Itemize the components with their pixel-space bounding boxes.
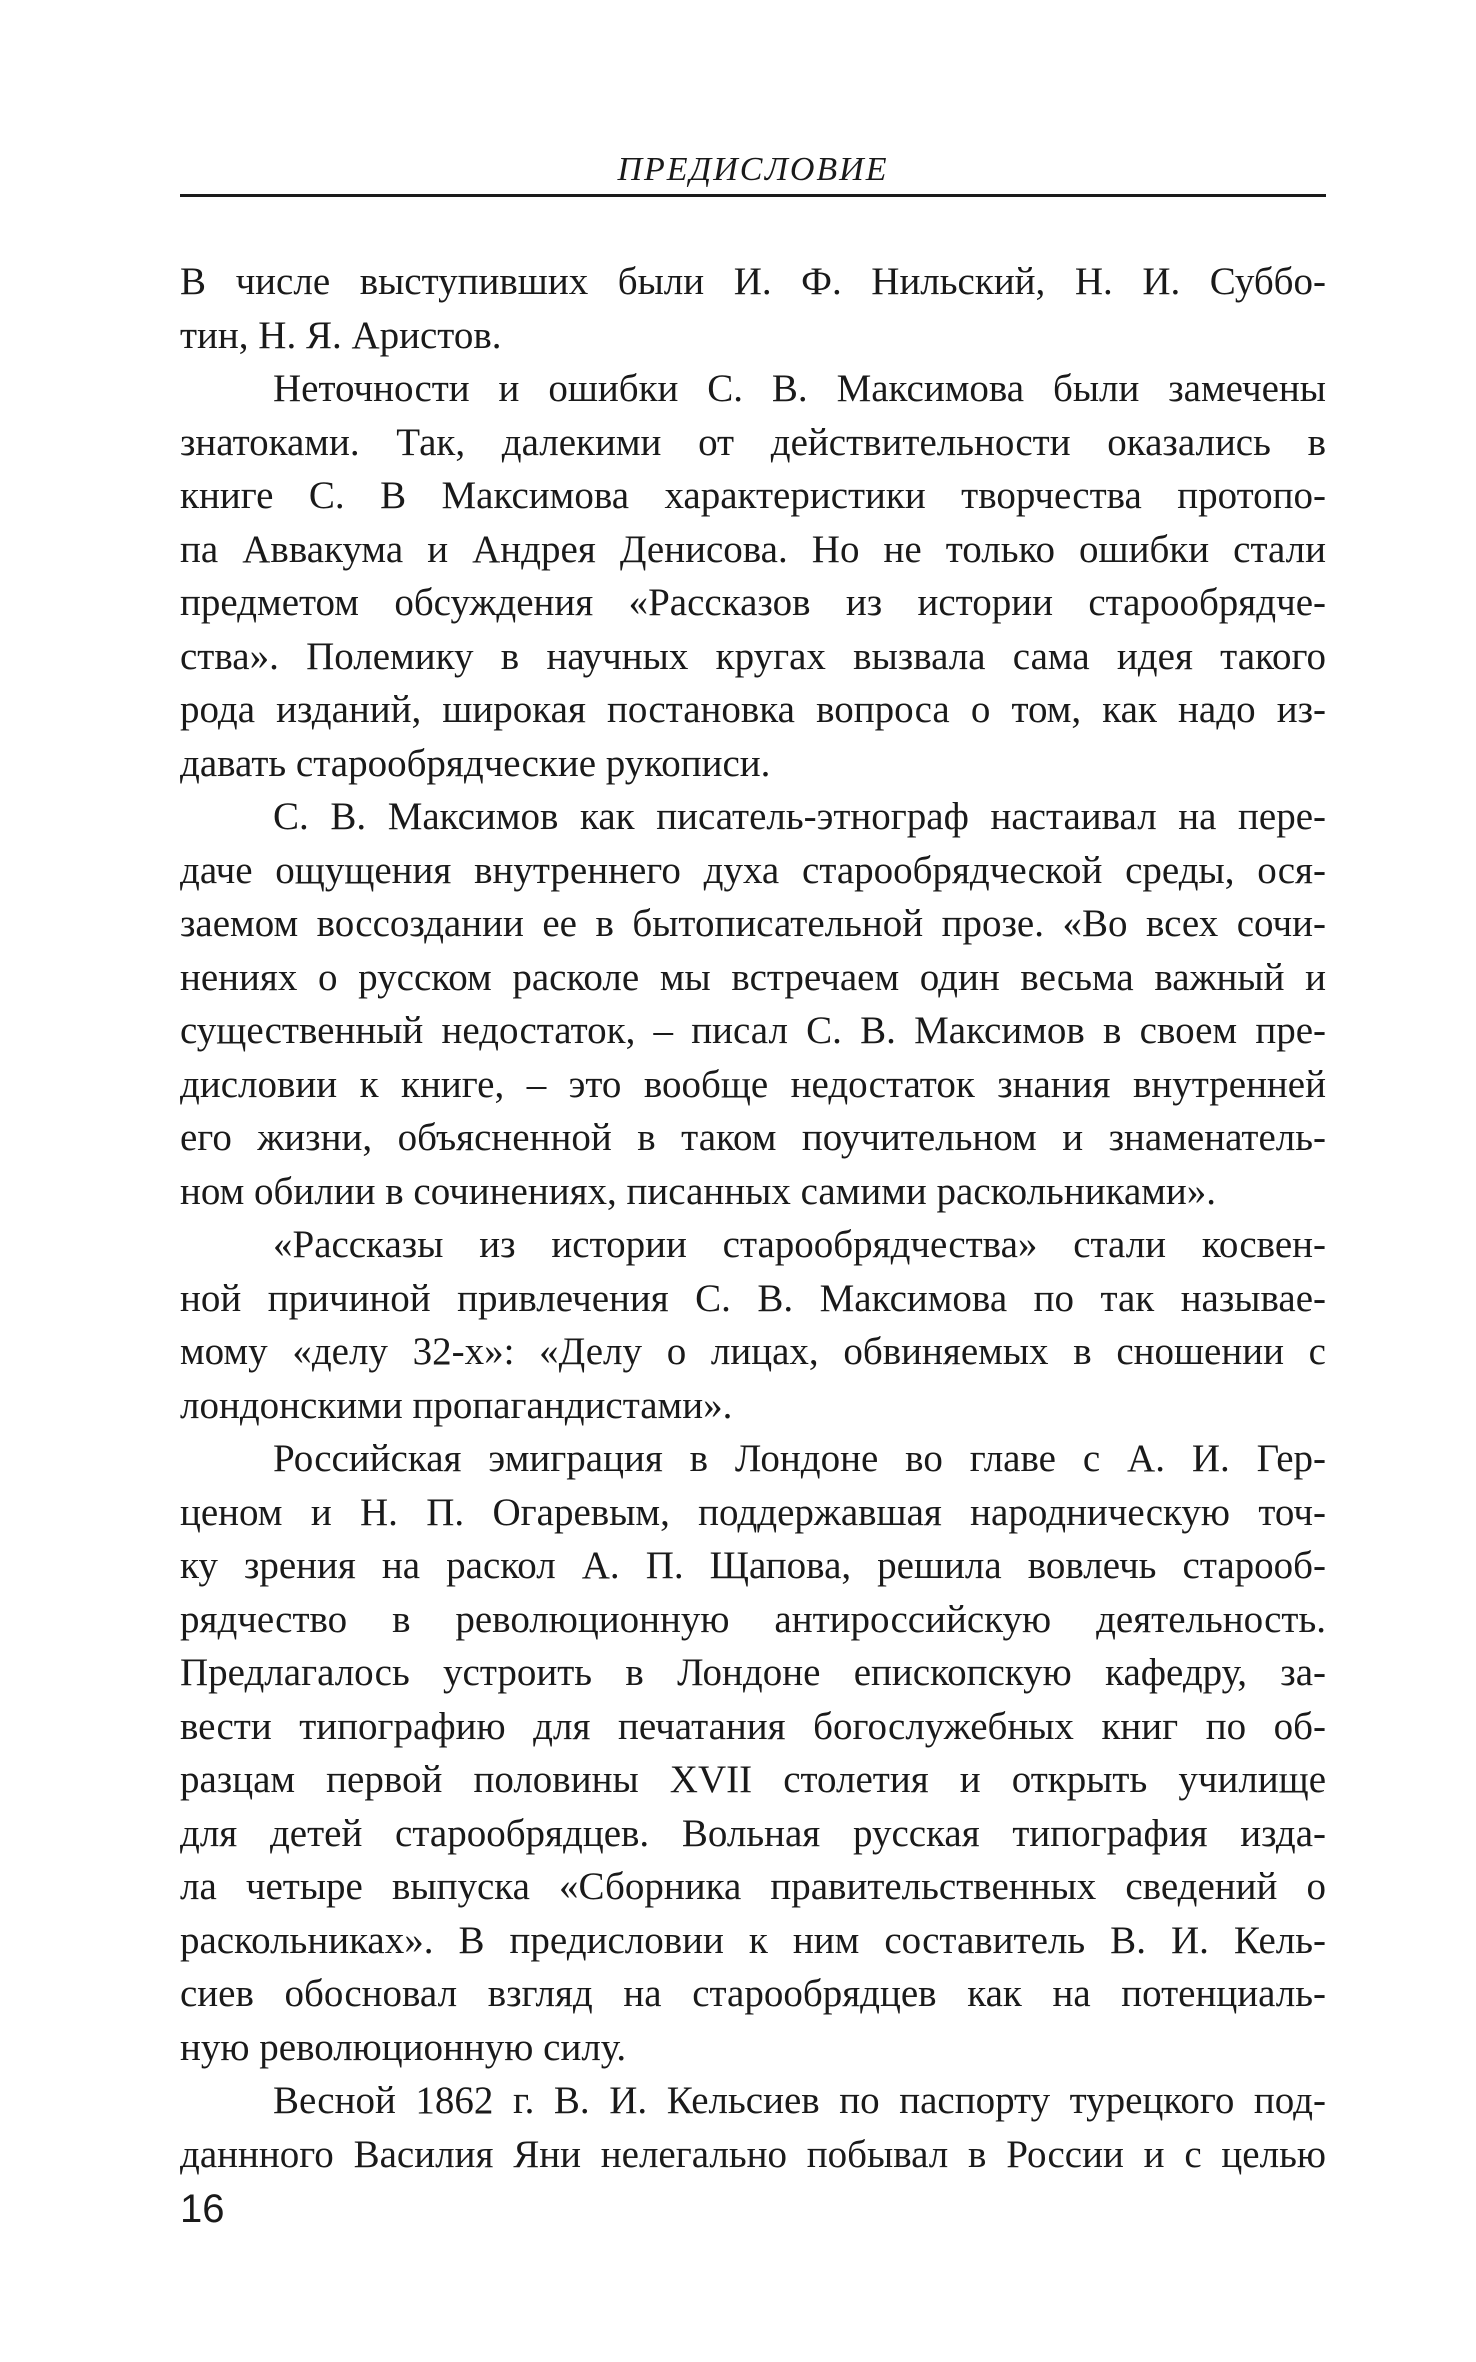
text-line: сиев обосновал взгляд на старообрядцев как на потенциаль- [180, 1972, 1326, 2015]
text-line: тин, Н. Я. Аристов. [180, 313, 502, 357]
text-line: ном обилии в сочинениях, писанных самими раскольниками». [180, 1169, 1217, 1213]
paragraph [180, 255, 1326, 362]
text-line: рода изданий, широкая постановка вопроса о том, как надо из- [180, 688, 1326, 731]
text-line: раскольниках». В предисловии к ним составитель В. И. Кель- [180, 1918, 1326, 1962]
text-line: «Рассказы из истории старообрядчества» стали косвен- [273, 1223, 1326, 1266]
text-line: Предлагалось устроить в Лондоне епископскую кафедру, за- [180, 1651, 1326, 1694]
text-line: даче ощущения внутреннего духа старообрядческой среды, ося- [180, 848, 1326, 892]
text-line: лондонскими пропагандистами». [180, 1383, 733, 1427]
body-text [180, 255, 1326, 2181]
text-line: ную революционную силу. [180, 2025, 627, 2069]
header-rule [180, 194, 1326, 197]
text-line: вести типографию для печатания богослужебных книг по об- [180, 1704, 1326, 1748]
text-line: ценом и Н. П. Огаревым, поддержавшая народническую точ- [180, 1490, 1326, 1534]
text-line: Неточности и ошибки С. В. Максимова были замечены [273, 367, 1326, 410]
text-line: разцам первой половины XVII столетия и открыть училище [180, 1758, 1326, 1801]
text-line: для детей старообрядцев. Вольная русская типография изда- [180, 1811, 1326, 1855]
text-line: мому «делу 32-х»: «Делу о лицах, обвиняемых в сношении с [180, 1330, 1326, 1373]
text-line: его жизни, объясненной в таком поучительном и знаменатель- [180, 1116, 1326, 1159]
text-line: па Аввакума и Андрея Денисова. Но не только ошибки стали [180, 527, 1326, 571]
paragraph [180, 1218, 1326, 1432]
text-line: давать старообрядческие рукописи. [180, 741, 771, 785]
text-line: ла четыре выпуска «Сборника правительственных сведений о [180, 1865, 1326, 1908]
text-line: книге С. В Максимова характеристики творчества протопо- [180, 474, 1326, 517]
text-line: Российская эмиграция в Лондоне во главе с А. И. Гер- [273, 1437, 1326, 1480]
text-line: заемом воссоздании ее в бытописательной прозе. «Во всех сочи- [180, 902, 1326, 945]
text-line: предметом обсуждения «Рассказов из истории старообрядче- [180, 581, 1326, 624]
paragraph [180, 362, 1326, 790]
text-line: знатоками. Так, далекими от действительности оказались в [180, 420, 1326, 464]
text-line: ку зрения на раскол А. П. Щапова, решила вовлечь старооб- [180, 1544, 1326, 1587]
text-line: даннного Василия Яни нелегально побывал в России и с целью [180, 2132, 1326, 2176]
text-line: Весной 1862 г. В. И. Кельсиев по паспорту турецкого под- [273, 2079, 1326, 2122]
text-line: ства». Полемику в научных кругах вызвала сама идея такого [180, 634, 1326, 678]
paragraph [180, 2074, 1326, 2181]
text-line: С. В. Максимов как писатель-этнограф настаивал на пере- [273, 795, 1326, 838]
text-line: В числе выступивших были И. Ф. Нильский, Н. И. Суббо- [180, 260, 1326, 303]
paragraph [180, 1432, 1326, 2074]
text-line: нениях о русском расколе мы встречаем один весьма важный и [180, 955, 1326, 999]
paragraph [180, 790, 1326, 1218]
text-line: рядчество в революционную антироссийскую деятельность. [180, 1597, 1326, 1641]
text-line: существенный недостаток, – писал С. В. Максимов в своем пре- [180, 1009, 1326, 1052]
text-line: дисловии к книге, – это вообще недостаток знания внутренней [180, 1062, 1326, 1106]
text-line: ной причиной привлечения С. В. Максимова по так называе- [180, 1276, 1326, 1320]
page-number: 16 [180, 2187, 225, 2231]
running-head: ПРЕДИСЛОВИЕ [617, 151, 889, 188]
